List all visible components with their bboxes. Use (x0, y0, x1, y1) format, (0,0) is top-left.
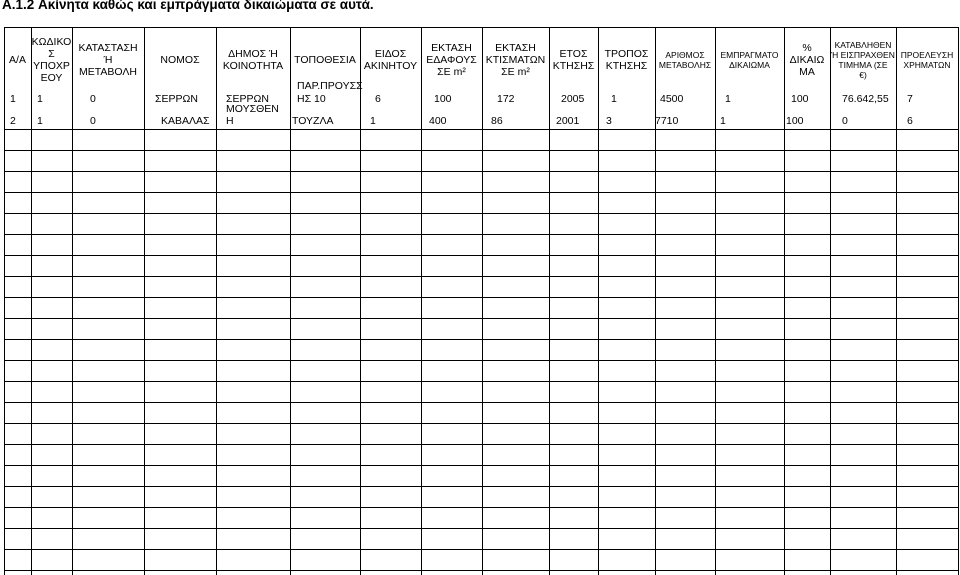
header-proeleusi: ΠΡΟΕΛΕΥΣΗ ΧΡΗΜΑΤΩΝ (900, 50, 954, 70)
grid-hline (4, 339, 958, 340)
grid-hline (4, 486, 958, 487)
header-timima: ΚΑΤΑΒΛΗΘΕΝ Ή ΕΙΣΠΡΑΧΘΕΝ ΤΙΜΗΜΑ (ΣΕ €) (831, 40, 895, 80)
grid-vline (598, 27, 599, 575)
header-etos: ΕΤΟΣ ΚΤΗΣΗΣ (552, 48, 595, 72)
grid-hline (4, 507, 958, 508)
header-aa: Α/Α (9, 54, 26, 66)
grid-vline (784, 27, 785, 575)
grid-hline (4, 444, 958, 445)
grid-vline (144, 27, 145, 575)
row2-nomos: ΚΑΒΑΛΑΣ (161, 115, 210, 127)
header-eidos: ΕΙΔΟΣ ΑΚΙΝΗΤΟΥ (363, 48, 418, 72)
grid-hline (4, 150, 958, 151)
grid-hline (4, 381, 958, 382)
grid-hline (4, 318, 958, 319)
row1-proeleusi: 7 (907, 93, 913, 105)
grid-vline (31, 27, 32, 575)
grid-hline (4, 549, 958, 550)
grid-vline (290, 27, 291, 575)
row2-pososto: 100 (786, 115, 804, 127)
row2-tropos: 3 (606, 115, 612, 127)
grid-hline (4, 297, 958, 298)
grid-hline (4, 528, 958, 529)
grid-vline (830, 27, 831, 575)
row1-code: 1 (37, 93, 43, 105)
grid-hline (4, 234, 958, 235)
row1-pososto: 100 (791, 93, 809, 105)
header-katastasi: ΚΑΤΑΣΤΑΣΗ Ή ΜΕΤΑΒΟΛΗ (78, 42, 138, 78)
header-topothesia: ΤΟΠΟΘΕΣΙΑ (294, 54, 356, 66)
header-arithmos: ΑΡΙΘΜΟΣ ΜΕΤΑΒΟΛΗΣ (658, 50, 712, 70)
row1-nomos: ΣΕΡΡΩΝ (155, 93, 198, 105)
grid-hline (4, 360, 958, 361)
grid-vline (958, 27, 959, 575)
grid-vline (896, 27, 897, 575)
row1-timima: 76.642,55 (842, 93, 889, 105)
row2-proeleusi: 6 (907, 115, 913, 127)
row2-dimos-line2: Η (226, 115, 234, 127)
grid-vline (421, 27, 422, 575)
grid-hline (4, 171, 958, 172)
row1-topothesia-line1: ΠΑΡ.ΠΡΟΥΣΣ (297, 80, 363, 92)
row2-topothesia: ΤΟΥΖΛΑ (292, 115, 334, 127)
row1-ektasi-ktismaton: 172 (497, 93, 515, 105)
row2-arithmos: 7710 (655, 115, 679, 127)
header-ektasi-edafous: ΕΚΤΑΣΗ ΕΔΑΦΟΥΣ ΣΕ m² (426, 42, 477, 78)
grid-hline (4, 423, 958, 424)
row2-dimos-line1: ΜΟΥΣΘΕΝ (226, 103, 279, 115)
grid-hline (4, 402, 958, 403)
row1-ektasi-edafous: 100 (434, 93, 452, 105)
grid-hline (4, 570, 958, 571)
grid-hline (4, 213, 958, 214)
grid-hline (4, 129, 958, 130)
grid-vline (72, 27, 73, 575)
grid-vline (360, 27, 361, 575)
grid-hline (4, 276, 958, 277)
row2-empragmato: 1 (720, 115, 726, 127)
grid-vline (4, 27, 5, 575)
grid-vline (655, 27, 656, 575)
grid-vline (715, 27, 716, 575)
header-pososto: % ΔΙΚΑΙΩ ΜΑ (789, 42, 825, 78)
header-kodikos: ΚΩΔΙΚΟ Σ ΥΠΟΧΡ ΕΟΥ (31, 36, 72, 84)
row2-aa: 2 (10, 115, 16, 127)
grid-hline (4, 465, 958, 466)
row1-aa: 1 (10, 93, 16, 105)
grid-hline (4, 192, 958, 193)
row1-empragmato: 1 (725, 93, 731, 105)
header-dimos: ΔΗΜΟΣ Ή ΚΟΙΝΟΤΗΤΑ (222, 48, 284, 72)
row2-etos: 2001 (556, 115, 580, 127)
row2-eidos: 1 (370, 115, 376, 127)
row2-code: 1 (37, 115, 43, 127)
row1-arithmos: 4500 (660, 93, 684, 105)
row1-status: 0 (90, 93, 96, 105)
header-ektasi-ktismaton: ΕΚΤΑΣΗ ΚΤΙΣΜΑΤΩΝ ΣΕ m² (485, 42, 546, 78)
header-empragmato: ΕΜΠΡΑΓΜΑΤΟ ΔΙΚΑΙΩΜΑ (720, 50, 779, 70)
row2-ektasi-ktismaton: 86 (491, 115, 503, 127)
row2-timima: 0 (842, 115, 848, 127)
row1-tropos: 1 (611, 93, 617, 105)
row2-status: 0 (90, 115, 96, 127)
header-nomos: ΝΟΜΟΣ (160, 54, 200, 66)
row1-dimos: ΣΕΡΡΩΝ (226, 93, 269, 105)
grid-vline (216, 27, 217, 575)
row1-eidos: 6 (375, 93, 381, 105)
grid-hline (4, 255, 958, 256)
row2-ektasi-edafous: 400 (429, 115, 447, 127)
row1-topothesia-line2: ΗΣ 10 (297, 93, 326, 105)
header-tropos: ΤΡΟΠΟΣ ΚΤΗΣΗΣ (604, 48, 649, 72)
grid-vline (549, 27, 550, 575)
grid-vline (482, 27, 483, 575)
grid-hline (4, 27, 958, 28)
row1-etos: 2005 (561, 93, 585, 105)
page-title: A.1.2 Ακίνητα καθώς και εμπράγματα δικαιώματα σε αυτά. (2, 0, 374, 12)
